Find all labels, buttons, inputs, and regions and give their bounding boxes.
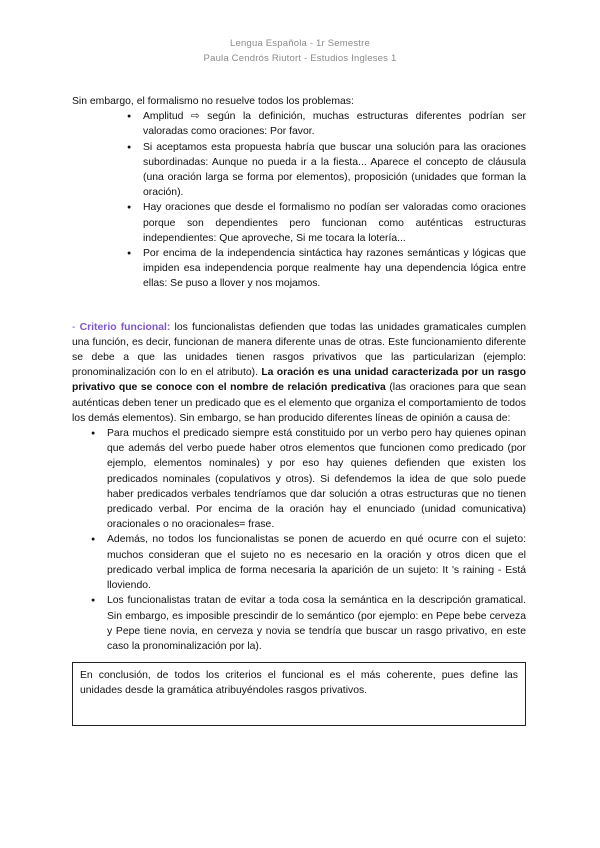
problem-item: ● Hay oraciones que desde el formalismo no podían ser valoradas como oraciones porque son dependientes pero funcionan como auténticas estructuras independientes: Que aproveche, Si me tocara la lotería...: [143, 200, 526, 246]
criterio-text-1: los funcionalistas defienden que todas las unidades gramaticales cumplen una función, es decir, funcionan de manera diferente unas de otras. Este funcionamiento diferente se debe a que las unidades tienen rasgos privativos que las particularizan (ejemplo: pronominalización con lo en el atributo).: [72, 321, 527, 379]
header-author: Paula Cendrós Riutort - Estudios Ingleses 1: [203, 53, 397, 64]
problem-item: ● Amplitud ⇨ según la definición, muchas estructuras diferentes podrían ser valoradas como oraciones: Por favor.: [143, 109, 526, 139]
problem-item: ● Si aceptamos esta propuesta habría que buscar una solución para las oraciones subordinadas: Aunque no pueda ir a la fiesta... Aparece el concepto de cláusula (una oración larga se forma por elementos), proposición (unidades que forman la oración).: [143, 140, 526, 201]
opinion-item: ● Para muchos el predicado siempre está constituido por un verbo pero hay quienes opinan que además del verbo puede haber otros elementos que funcionen como predicado (por ejemplo, elementos nominales) y por eso hay quienes defienden que existen los predicados nominales (copulativos y otros). Si defendemos la idea de que solo puede haber predicados verbales tendríamos que dar solución a otras estructuras que no tienen predicado verbal. Por encima de la oración hay el enunciado (unidad comunicativa) oracionales o no oracionales= frase.: [107, 426, 526, 532]
opinions-list: [72, 426, 526, 654]
conclusion-box: En conclusión, de todos los criterios el funcional es el más coherente, pues define las unidades desde la gramática atribuyéndoles rasgos privativos.: [72, 662, 526, 726]
criterio-text-2: (las oraciones para que sean auténticas deben tener un predicado que es el elemento que organiza el comportamiento de todos los demás elementos). Sin embargo, se han producido diferentes líneas de opinión a causa de:: [72, 382, 526, 424]
criterio-title: Criterio funcional:: [79, 321, 171, 333]
intro-paragraph: Sin embargo, el formalismo no resuelve todos los problemas:: [72, 96, 354, 107]
criterio-paragraph: [72, 320, 526, 426]
problem-item: ● Por encima de la independencia sintáctica hay razones semánticas y lógicas que impiden esa independencia porque realmente hay una dependencia lógica entre ellas: Se puso a llover y nos mojamos.: [143, 246, 526, 292]
document-body: [72, 94, 526, 654]
page-header: [0, 36, 600, 66]
problems-list: [72, 109, 526, 291]
header-course: Lengua Española - 1r Semestre: [230, 38, 370, 49]
opinion-item: ● Los funcionalistas tratan de evitar a toda cosa la semántica en la descripción gramatical. Sin embargo, es imposible prescindir de lo semántico (por ejemplo: en Pepe bebe cerveza y Pepe tiene novia, en cerveza y novia se tendría que buscar un rasgo privativo, en este caso la pronominalización por la).: [107, 593, 526, 654]
opinion-item: ● Además, no todos los funcionalistas se ponen de acuerdo en qué ocurre con el sujeto: muchos consideran que el sujeto no es necesario en la oración y otros dicen que el predicado verbal implica de forma necesaria la aparición de un sujeto: It 's raining - Está lloviendo.: [107, 532, 526, 593]
criterio-dash: -: [72, 321, 80, 333]
criterio-bold-definition: La oración es una unidad caracterizada por un rasgo privativo que se conoce con el nombre de relación predicativa: [72, 367, 526, 394]
